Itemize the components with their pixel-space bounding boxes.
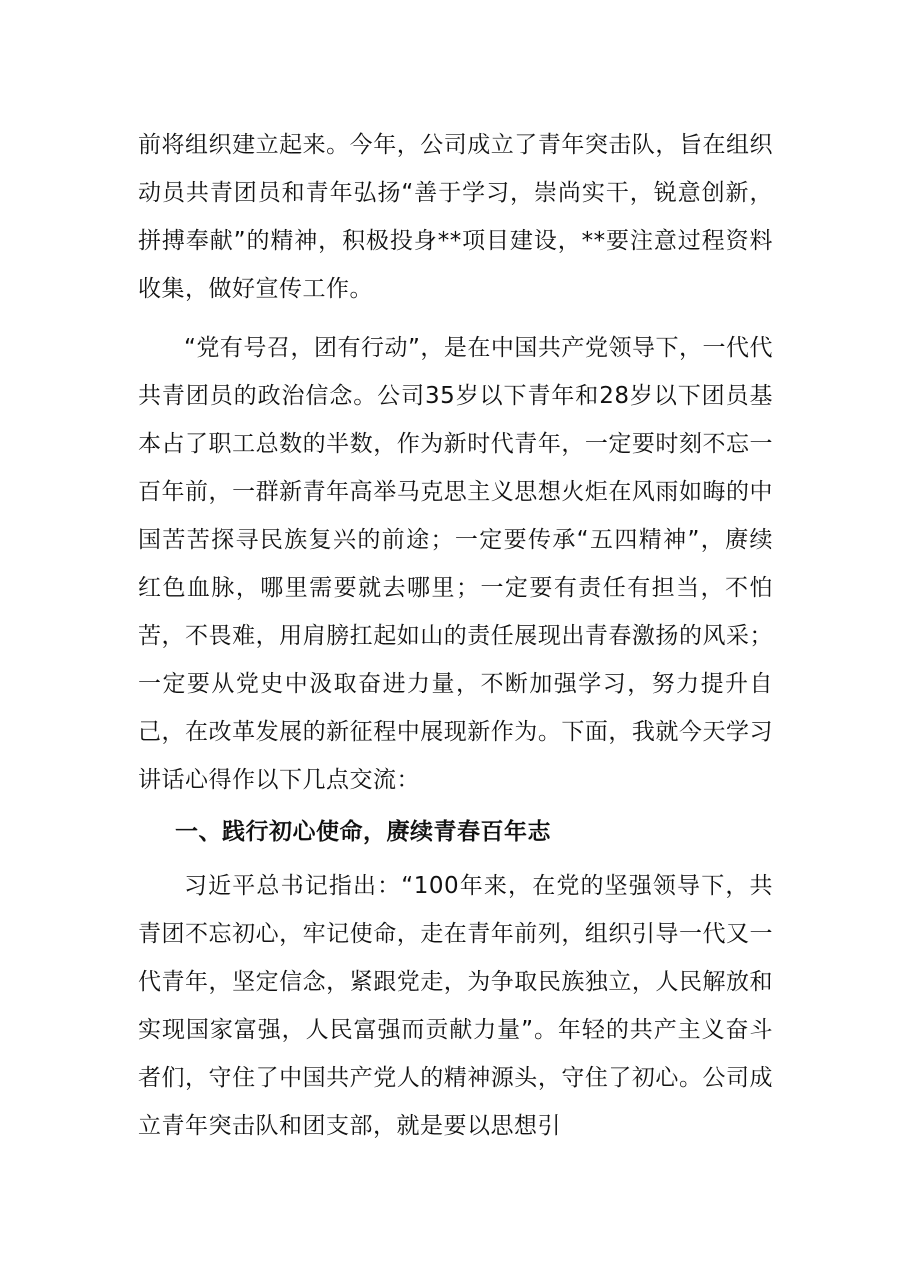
paragraph-gap — [138, 313, 773, 324]
paragraph-general-secretary-quote: 习近平总书记指出：“100年来，在党的坚强领导下，共青团不忘初心，牢记使命，走在青年前列，组织引导一代又一代青年，坚定信念，紧跟党走，为争取民族独立，人民解放和实现国家富强，人民富强而贡献力量”。年轻的共产主义奋斗者们，守住了中国共产党人的精神源头，守住了初心。公司成立青年突击队和团支部，就是要以思想引 — [138, 873, 773, 1139]
paragraph-continuation: 前将组织建立起来。今年，公司成立了青年突击队，旨在组织动员共青团员和青年弘扬“善于学习，崇尚实干，锐意创新，拼搏奉献”的精神，积极投身**项目建设，**要注意过程资料收集，做好宣传工作。 — [138, 132, 773, 302]
section-heading: 一、践行初心使命，赓续青春百年志 — [175, 819, 551, 845]
document-body — [138, 121, 773, 1150]
paragraph-party-call: “党有号召，团有行动”，是在中国共产党领导下，一代代共青团员的政治信念。公司35岁以下青年和28岁以下团员基本占了职工总数的半数，作为新时代青年，一定要时刻不忘一百年前，一群新青年高举马克思主义思想火炬在风雨如晦的中国苦苦探寻民族复兴的前途；一定要传承“五四精神”，赓续红色血脉，哪里需要就去哪里；一定要有责任有担当，不怕苦，不畏难，用肩膀扛起如山的责任展现出青春激扬的风采；一定要从党史中汲取奋进力量，不断加强学习，努力提升自己，在改革发展的新征程中展现新作为。下面，我就今天学习讲话心得作以下几点交流： — [138, 335, 773, 793]
